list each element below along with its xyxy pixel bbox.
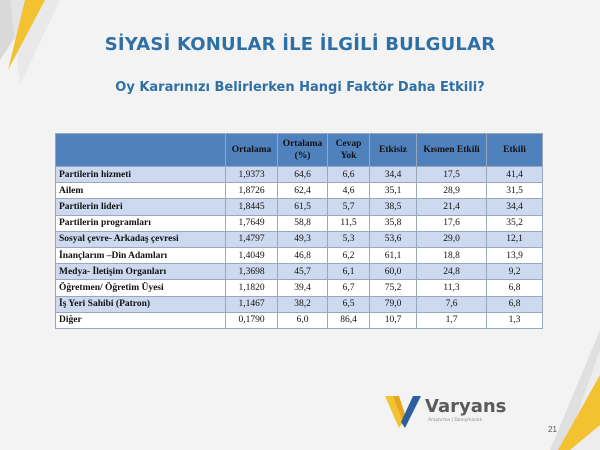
table-cell: 17,6 [417,215,487,231]
table-cell: 6,0 [278,312,328,328]
table-cell: 28,9 [417,183,487,199]
table-row [56,167,543,183]
table-cell: 34,4 [370,167,417,183]
row-label: İnançlarım –Din Adamları [56,247,226,263]
table-cell: 12,1 [487,231,543,247]
row-label: Partilerin lideri [56,199,226,215]
table-cell: 61,5 [278,199,328,215]
table-cell: 24,8 [417,264,487,280]
table-cell: 13,9 [487,247,543,263]
table-cell: 11,3 [417,280,487,296]
table-cell: 6,5 [328,296,370,312]
table-cell: 1,8445 [226,199,278,215]
table-cell: 1,4049 [226,247,278,263]
row-label: Diğer [56,312,226,328]
table-cell: 35,2 [487,215,543,231]
table-header-row [56,134,543,167]
logo-name: Varyans [425,396,507,417]
table-cell: 5,3 [328,231,370,247]
slide-subtitle: Oy Kararınızı Belirlerken Hangi Faktör Daha Etkili? [115,80,485,95]
row-label: Medya- İletişim Organları [56,264,226,280]
table-cell: 6,1 [328,264,370,280]
row-label: Sosyal çevre- Arkadaş çevresi [56,231,226,247]
table-cell: 61,1 [370,247,417,263]
table-cell: 1,7649 [226,215,278,231]
table-cell: 64,6 [278,167,328,183]
table-cell: 62,4 [278,183,328,199]
table-cell: 6,2 [328,247,370,263]
table-cell: 49,3 [278,231,328,247]
row-label: İş Yeri Sahibi (Patron) [56,296,226,312]
table-cell: 35,1 [370,183,417,199]
column-header: Kısmen Etkili [417,134,487,167]
column-header: Etkisiz [370,134,417,167]
table-cell: 10,7 [370,312,417,328]
logo-tagline: Araştırma | Danışmanlık [428,418,483,423]
table-body [56,167,543,329]
table-cell: 7,6 [417,296,487,312]
column-header: Etkili [487,134,543,167]
table-cell: 46,8 [278,247,328,263]
table-cell: 5,7 [328,199,370,215]
table-cell: 41,4 [487,167,543,183]
table-cell: 1,1467 [226,296,278,312]
bottom-right-decoration [530,330,600,450]
table-cell: 6,6 [328,167,370,183]
page-number: 21 [548,425,557,434]
table-cell: 29,0 [417,231,487,247]
table-cell: 38,2 [278,296,328,312]
table-row [56,280,543,296]
header-cell-blank [56,134,226,167]
table-row [56,296,543,312]
table-cell: 38,5 [370,199,417,215]
column-header: Ortalama [226,134,278,167]
row-label: Öğretmen/ Öğretim Üyesi [56,280,226,296]
table-row [56,231,543,247]
table-cell: 34,4 [487,199,543,215]
table-cell: 21,4 [417,199,487,215]
table-cell: 58,8 [278,215,328,231]
table-cell: 35,8 [370,215,417,231]
table-cell: 53,6 [370,231,417,247]
table-cell: 6,8 [487,296,543,312]
table-cell: 18,8 [417,247,487,263]
table-cell: 17,5 [417,167,487,183]
varyans-logo-icon [383,392,423,432]
table-cell: 75,2 [370,280,417,296]
table-row [56,264,543,280]
table-cell: 79,0 [370,296,417,312]
table-row [56,312,543,328]
column-header: Ortalama (%) [278,134,328,167]
findings-table [55,133,543,329]
table-cell: 1,1820 [226,280,278,296]
slide-title: SİYASİ KONULAR İLE İLGİLİ BULGULAR [104,34,496,55]
table-cell: 9,2 [487,264,543,280]
row-label: Ailem [56,183,226,199]
table-cell: 1,7 [417,312,487,328]
table-cell: 60,0 [370,264,417,280]
table-cell: 1,3 [487,312,543,328]
table-cell: 0,1790 [226,312,278,328]
table-cell: 1,3698 [226,264,278,280]
column-header: Cevap Yok [328,134,370,167]
table-cell: 31,5 [487,183,543,199]
table-row [56,247,543,263]
table-row [56,215,543,231]
table-row [56,183,543,199]
row-label: Partilerin programları [56,215,226,231]
table-cell: 4,6 [328,183,370,199]
table-cell: 11,5 [328,215,370,231]
table-row [56,199,543,215]
table-cell: 6,8 [487,280,543,296]
table-cell: 39,4 [278,280,328,296]
table-cell: 1,4797 [226,231,278,247]
table-cell: 6,7 [328,280,370,296]
table-cell: 1,8726 [226,183,278,199]
table-cell: 45,7 [278,264,328,280]
table-cell: 86,4 [328,312,370,328]
table-cell: 1,9373 [226,167,278,183]
row-label: Partilerin hizmeti [56,167,226,183]
